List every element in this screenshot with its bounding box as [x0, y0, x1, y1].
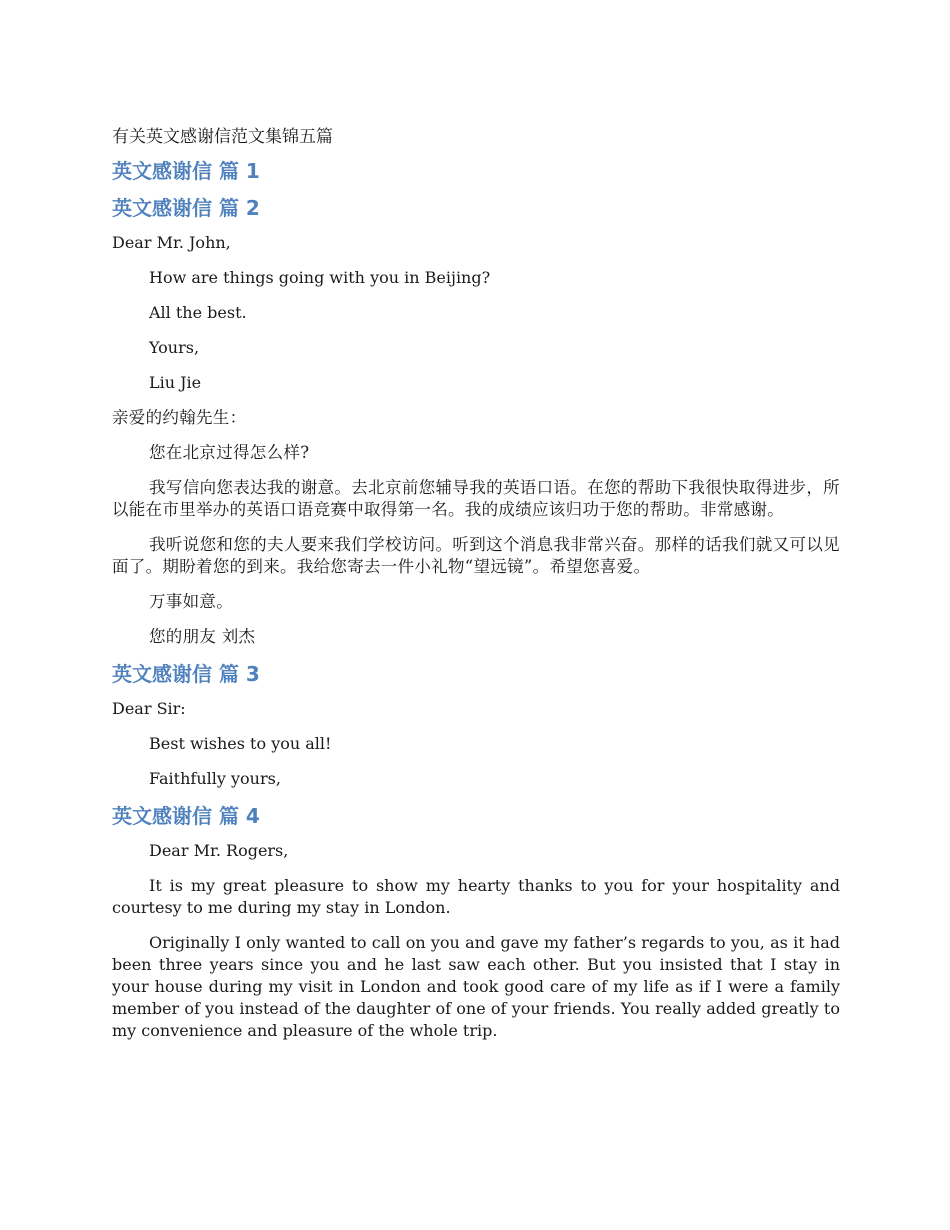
document-page: [112, 124, 840, 1055]
letter-salutation-zh: 亲爱的约翰先生：: [112, 408, 247, 427]
paragraph-zh: 您在北京过得怎么样?: [149, 443, 310, 462]
paragraph-zh: 我写信向您表达我的谢意。去北京前您辅导我的英语口语。在您的帮助下我很快取得进步，所以能在市里举办的英语口语竞赛中取得第一名。我的成绩应该归功于您的帮助。非常感谢。: [112, 478, 840, 519]
document-title: 有关英文感谢信范文集锦五篇: [112, 127, 333, 147]
letter-closing-zh: 万事如意。: [149, 592, 233, 611]
letter-signature-zh: 您的朋友 刘杰: [149, 627, 256, 646]
section-heading-2: 英文感谢信 篇 2: [112, 196, 260, 220]
letter-salutation: Dear Mr. John,: [112, 233, 231, 252]
paragraph: Originally I only wanted to call on you and gave my father’s regards to you, as it had been three years since you and he last saw each other. But you insisted that I stay in your house during my visit in London and took good care of my life as if I were a family member of you instead of the daughter of one of your friends. You really added greatly to my convenience and pleasure of the whole trip.: [112, 933, 840, 1040]
letter-signature: Liu Jie: [149, 373, 202, 392]
letter-signoff: Yours,: [149, 338, 200, 357]
paragraph: It is my great pleasure to show my hearty thanks to you for your hospitality and courtesy to me during my stay in London.: [112, 876, 840, 917]
section-heading-3: 英文感谢信 篇 3: [112, 662, 260, 686]
paragraph: How are things going with you in Beijing?: [149, 268, 491, 287]
letter-salutation: Dear Mr. Rogers,: [149, 841, 289, 860]
letter-salutation: Dear Sir:: [112, 699, 186, 718]
paragraph: Best wishes to you all!: [149, 734, 332, 753]
section-heading-1: 英文感谢信 篇 1: [112, 159, 260, 183]
section-heading-4: 英文感谢信 篇 4: [112, 804, 260, 828]
letter-closing: All the best.: [149, 303, 247, 322]
paragraph-zh: 我听说您和您的夫人要来我们学校访问。听到这个消息我非常兴奋。那样的话我们就又可以见面了。期盼着您的到来。我给您寄去一件小礼物“望远镜”。希望您喜爱。: [112, 535, 840, 576]
letter-signoff: Faithfully yours,: [149, 769, 281, 788]
